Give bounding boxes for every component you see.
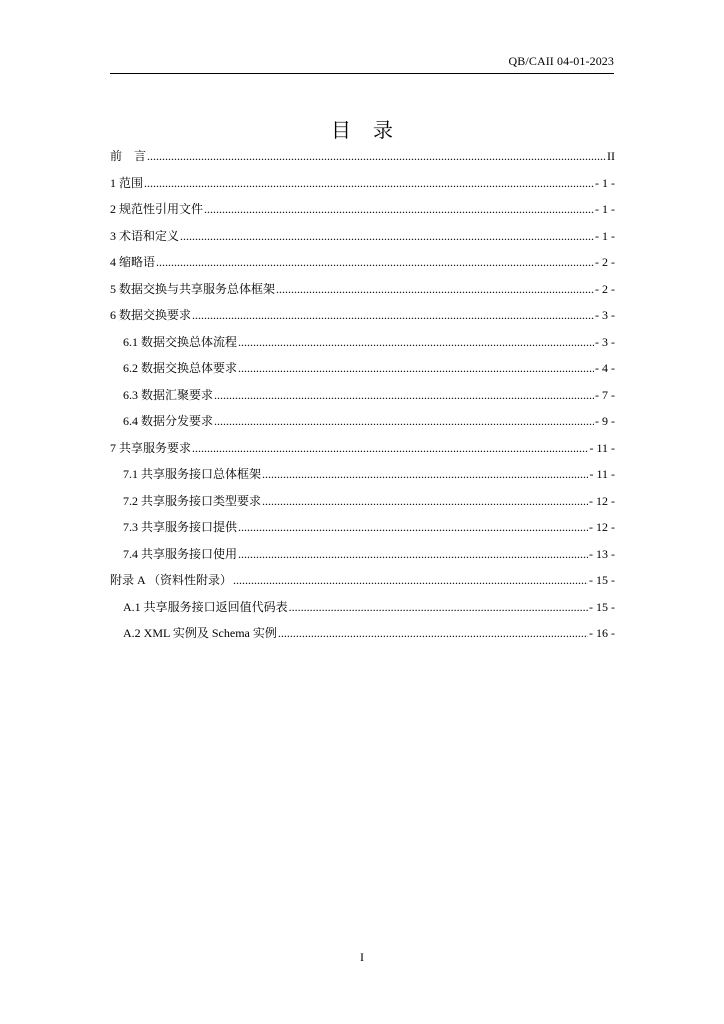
toc-entry[interactable] [110,199,615,226]
toc-entry[interactable] [110,252,615,279]
toc-entry-page: - 7 - [595,387,615,402]
toc-entry[interactable] [110,411,615,438]
toc-entry-page: - 15 - [589,599,615,614]
toc-entry-label: A.2 XML 实例及 Schema 实例 [123,626,277,640]
toc-title: 目录 [331,118,415,142]
toc-leader-dots [180,226,594,246]
toc-entry-label: 前 言 [110,149,147,163]
toc-entry-page: - 11 - [589,467,615,481]
toc-entry-label: 6.4 数据分发要求 [123,414,214,428]
toc-leader-dots [147,146,606,166]
toc-entry-page: - 1 - [595,175,615,190]
toc-leader-dots [276,279,594,299]
toc-entry-page: - 12 - [589,493,615,508]
toc-entry[interactable] [110,517,615,544]
toc-entry[interactable] [110,570,615,597]
toc-entry-label: A.1 共享服务接口返回值代码表 [123,599,288,614]
toc-entry-label: 6 数据交换要求 [110,308,192,322]
toc-entry-label: 7.3 共享服务接口提供 [123,520,238,534]
toc-entry-label: 7 共享服务要求 [110,440,192,455]
toc-entry-page: - 1 - [595,202,615,216]
toc-entry-page: - 9 - [595,414,615,428]
toc-entry[interactable] [110,358,615,385]
toc-entry-label: 5 数据交换与共享服务总体框架 [110,281,276,296]
toc-leader-dots [192,305,594,325]
toc-entry-label: 附录 A （资料性附录） [110,573,233,587]
toc-entry[interactable] [110,464,615,491]
toc-entry-page: - 1 - [595,228,615,243]
toc-entry-page: - 3 - [595,334,615,349]
toc-entry-page: - 2 - [595,255,615,269]
toc-list [110,146,615,650]
toc-leader-dots [238,517,588,537]
toc-entry[interactable] [110,491,615,518]
toc-entry-page: - 3 - [595,308,615,322]
toc-leader-dots [238,358,594,378]
toc-entry[interactable] [110,173,615,200]
toc-entry-page: - 2 - [595,281,615,296]
toc-entry-page: - 13 - [589,546,615,561]
toc-entry-label: 6.2 数据交换总体要求 [123,361,238,375]
toc-entry-page: - 12 - [589,520,615,534]
header-rule [110,73,614,74]
toc-leader-dots [192,438,588,458]
toc-entry-page: - 15 - [589,573,615,587]
toc-entry[interactable] [110,226,615,253]
toc-entry-label: 4 缩略语 [110,255,156,269]
toc-leader-dots [144,173,594,193]
toc-leader-dots [238,332,594,352]
page-number: I [360,950,364,964]
toc-leader-dots [278,623,588,643]
toc-entry-page: - 4 - [595,361,615,375]
toc-leader-dots [204,199,594,219]
toc-entry-label: 7.2 共享服务接口类型要求 [123,493,262,508]
toc-leader-dots [214,385,594,405]
toc-entry[interactable] [110,438,615,465]
document-code: QB/CAII 04-01-2023 [508,54,614,68]
toc-entry-label: 7.1 共享服务接口总体框架 [123,467,262,481]
toc-leader-dots [289,597,588,617]
toc-leader-dots [156,252,594,272]
toc-entry-page: II [607,149,615,163]
toc-entry-label: 1 范围 [110,175,144,190]
toc-leader-dots [214,411,594,431]
toc-entry-label: 7.4 共享服务接口使用 [123,546,238,561]
toc-entry[interactable] [110,146,615,173]
toc-entry-label: 6.1 数据交换总体流程 [123,334,238,349]
toc-entry[interactable] [110,597,615,624]
toc-entry[interactable] [110,279,615,306]
toc-entry[interactable] [110,332,615,359]
toc-leader-dots [262,464,588,484]
toc-entry-label: 3 术语和定义 [110,228,180,243]
toc-leader-dots [233,570,588,590]
toc-entry-label: 6.3 数据汇聚要求 [123,387,214,402]
toc-entry[interactable] [110,544,615,571]
toc-entry-page: - 16 - [589,626,615,640]
toc-entry-label: 2 规范性引用文件 [110,202,204,216]
toc-entry[interactable] [110,385,615,412]
toc-entry[interactable] [110,623,615,650]
toc-entry-page: - 11 - [589,440,615,455]
toc-entry[interactable] [110,305,615,332]
toc-leader-dots [238,544,588,564]
toc-leader-dots [262,491,588,511]
